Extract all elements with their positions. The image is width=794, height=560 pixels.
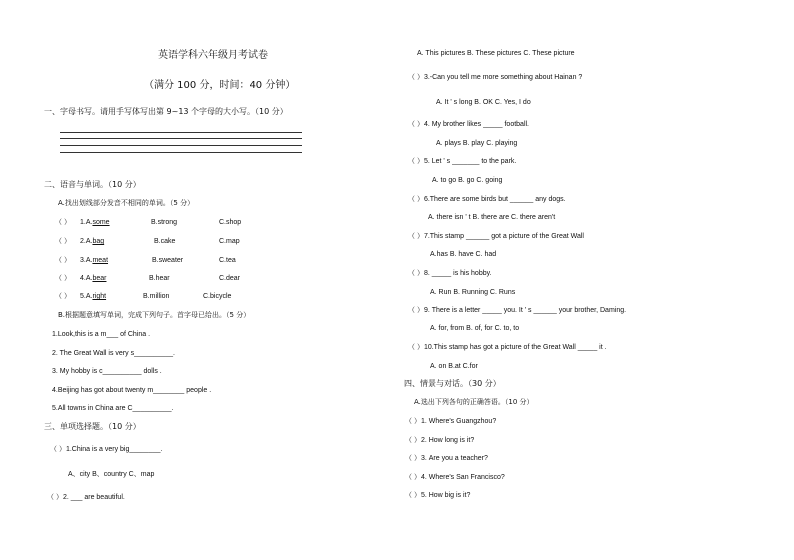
dialog-item-3: （ ）3. Are you a teacher? [405, 455, 488, 462]
answer-paren: （ ） [55, 238, 71, 245]
section2-partA-heading: A.找出划线部分发音不相同的单词。（5 分） [58, 199, 195, 207]
mc-question-9: （ ）9. There is a letter _____ you. It ' s ______ your brother, Daming. [408, 307, 627, 314]
dialog-item-1: （ ）1. Where's Guangzhou? [405, 418, 497, 425]
mc-options-3: A. It ' s long B. OK C. Yes, I do [436, 99, 531, 106]
option-b: B.cake [154, 238, 176, 245]
mc-options-2: A. This pictures B. These pictures C. These picture [417, 50, 575, 57]
exam-subtitle: （满分 100 分，时间：40 分钟） [144, 80, 296, 91]
fill-item-2: 2. The Great Wall is very s__________. [52, 350, 175, 357]
option-b: B.sweater [152, 257, 184, 264]
mc-options-1: A、city B、country C、map [68, 471, 155, 478]
mc-question-3: （ ）3.-Can you tell me more something about Hainan ? [408, 74, 583, 81]
writing-line-2 [60, 138, 302, 139]
mc-question-1: （ ）1.China is a very big________. [50, 446, 163, 453]
section1-heading: 一、字母书写。请用手写体写出第 9~13 个字母的大小写。（10 分） [44, 107, 288, 116]
fill-item-4: 4.Beijing has got about twenty m________ people . [52, 387, 212, 394]
mc-options-4: A. plays B. play C. playing [436, 140, 518, 147]
answer-paren: （ ） [55, 293, 71, 300]
option-b: B.million [143, 293, 170, 300]
mc-options-7: A.has B. have C. had [430, 251, 497, 258]
option-b: B.hear [149, 275, 170, 282]
fill-item-1: 1.Look,this is a m___ of China . [52, 331, 151, 338]
mc-options-8: A. Run B. Running C. Runs [430, 289, 516, 296]
list-item: 5.A.right [80, 293, 107, 300]
writing-line-4 [60, 152, 302, 153]
mc-question-4: （ ）4. My brother likes _____ football. [408, 121, 530, 128]
list-item: 1.A.some [80, 219, 110, 226]
option-c: C.map [219, 238, 240, 245]
mc-options-10: A. on B.at C.for [430, 363, 478, 370]
mc-question-7: （ ）7.This stamp ______ got a picture of the Great Wall [408, 233, 584, 240]
writing-line-3 [60, 145, 302, 146]
fill-item-3: 3. My hobby is c__________ dolls . [52, 368, 162, 375]
dialog-item-4: （ ）4. Where's San Francisco? [405, 474, 505, 481]
option-c: C.bicycle [203, 293, 232, 300]
answer-paren: （ ） [55, 275, 71, 282]
option-c: C.tea [219, 257, 236, 264]
mc-options-6: A. there isn ' t B. there are C. there aren't [428, 214, 556, 221]
option-c: C.dear [219, 275, 241, 282]
section4-partA-heading: A.选出下列各句的正确答语。（10 分） [414, 398, 534, 406]
section2-heading: 二、语音与单词。（10 分） [44, 180, 141, 189]
mc-question-2: （ ）2. ___ are beautiful. [47, 494, 125, 501]
answer-paren: （ ） [55, 219, 71, 226]
list-item: 4.A.bear [80, 275, 107, 282]
fill-item-5: 5.All towns in China are C__________. [52, 405, 174, 412]
mc-question-8: （ ）8. _____ is his hobby. [408, 270, 492, 277]
mc-question-10: （ ）10.This stamp has got a picture of the Great Wall _____ it . [408, 344, 607, 351]
section4-heading: 四、情景与对话。（30 分） [404, 379, 501, 388]
mc-question-5: （ ）5. Let ' s _______ to the park. [408, 158, 517, 165]
dialog-item-5: （ ）5. How big is it? [405, 492, 471, 499]
mc-question-6: （ ）6.There are some birds but ______ any dogs. [408, 196, 566, 203]
section2-partB-heading: B.根据题意填写单词，完成下列句子。首字母已给出。（5 分） [58, 311, 251, 319]
writing-line-1 [60, 132, 302, 133]
exam-title: 英语学科六年级月考试卷 [158, 50, 268, 61]
option-b: B.strong [151, 219, 178, 226]
option-c: C.shop [219, 219, 242, 226]
section3-heading: 三、单项选择题。（10 分） [44, 422, 141, 431]
list-item: 2.A.bag [80, 238, 105, 245]
list-item: 3.A.meat [80, 257, 109, 264]
mc-options-9: A. for, from B. of, for C. to, to [430, 325, 520, 332]
mc-options-5: A. to go B. go C. going [432, 177, 503, 184]
answer-paren: （ ） [55, 257, 71, 264]
dialog-item-2: （ ）2. How long is it? [405, 437, 475, 444]
